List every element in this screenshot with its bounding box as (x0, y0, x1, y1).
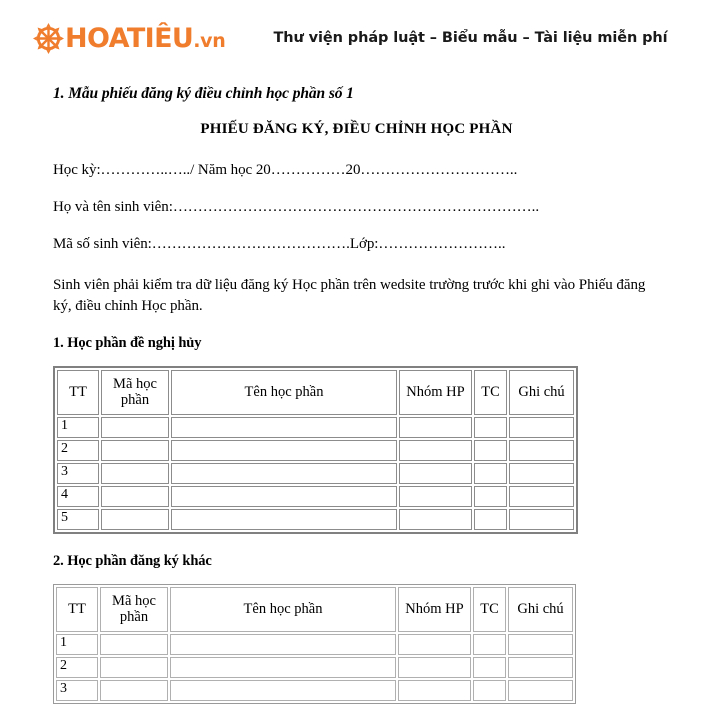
cell-ghi[interactable] (508, 680, 573, 701)
table-row (56, 680, 573, 701)
cell-ma[interactable] (100, 680, 168, 701)
cell-nhom[interactable] (399, 486, 472, 507)
cell-tc[interactable] (473, 680, 506, 701)
col-header-ma: Mã học phần (101, 370, 169, 415)
table-row (57, 463, 574, 484)
table-row (57, 509, 574, 530)
cell-ten[interactable] (171, 509, 397, 530)
ma-so-sinh-vien-field: Mã số sinh viên:………………………………….Lớp:…………………….. (53, 236, 506, 252)
cell-tc[interactable] (473, 634, 506, 655)
cell-tt: 3 (57, 463, 99, 484)
document-title: PHIẾU ĐĂNG KÝ, ĐIỀU CHỈNH HỌC PHẦN (200, 121, 513, 137)
cell-ma[interactable] (100, 657, 168, 678)
col-header-tc: TC (473, 587, 506, 632)
instruction-note: Sinh viên phải kiểm tra dữ liệu đăng ký Học phần trên wedsite trường trước khi ghi vào Phiếu đăng ký, điều chỉnh Học phần. (53, 277, 646, 314)
ship-wheel-icon (33, 23, 64, 54)
col-header-nhom: Nhóm HP (398, 587, 471, 632)
table-row (57, 417, 574, 438)
cell-ma[interactable] (100, 634, 168, 655)
table-row (57, 486, 574, 507)
table-row (57, 440, 574, 461)
cell-ten[interactable] (170, 657, 396, 678)
cell-nhom[interactable] (398, 680, 471, 701)
brand-tld: .vn (193, 29, 226, 52)
cell-ghi[interactable] (508, 657, 573, 678)
cell-tc[interactable] (474, 463, 507, 484)
cell-ghi[interactable] (509, 440, 574, 461)
brand-wordmark (65, 22, 226, 54)
hoc-ky-field: Học kỳ:…………..…../ Năm học 20……………20………………………….. (53, 162, 518, 178)
cell-ma[interactable] (101, 509, 169, 530)
col-header-ten: Tên học phần (170, 587, 396, 632)
cell-tt: 3 (56, 680, 98, 701)
cell-ten[interactable] (171, 417, 397, 438)
cell-ghi[interactable] (509, 417, 574, 438)
cell-ten[interactable] (171, 463, 397, 484)
cell-tt: 4 (57, 486, 99, 507)
brand-name: HOATIÊU (65, 22, 194, 54)
cell-tt: 1 (56, 634, 98, 655)
table-hoc-phan-dang-ky-khac (53, 584, 576, 704)
cell-nhom[interactable] (399, 463, 472, 484)
cell-ma[interactable] (101, 440, 169, 461)
cell-nhom[interactable] (398, 634, 471, 655)
cell-ma[interactable] (101, 486, 169, 507)
col-header-ghi: Ghi chú (508, 587, 573, 632)
col-header-nhom: Nhóm HP (399, 370, 472, 415)
cell-tc[interactable] (474, 440, 507, 461)
cell-ghi[interactable] (509, 509, 574, 530)
cell-nhom[interactable] (399, 440, 472, 461)
section-heading-huy: 1. Học phần đề nghị hủy (53, 335, 202, 352)
cell-ten[interactable] (170, 680, 396, 701)
cell-ten[interactable] (171, 440, 397, 461)
col-header-tt: TT (57, 370, 99, 415)
cell-tc[interactable] (474, 417, 507, 438)
cell-ten[interactable] (171, 486, 397, 507)
site-header (0, 0, 705, 58)
col-header-ghi: Ghi chú (509, 370, 574, 415)
cell-ten[interactable] (170, 634, 396, 655)
cell-ma[interactable] (101, 417, 169, 438)
cell-tc[interactable] (474, 486, 507, 507)
cell-tc[interactable] (473, 657, 506, 678)
document-body (0, 85, 705, 704)
table-row (56, 657, 573, 678)
table-header-row (57, 370, 574, 415)
col-header-ten: Tên học phần (171, 370, 397, 415)
site-tagline: Thư viện pháp luật – Biểu mẫu – Tài liệu miễn phí (273, 30, 668, 46)
col-header-tc: TC (474, 370, 507, 415)
cell-tt: 5 (57, 509, 99, 530)
cell-nhom[interactable] (399, 509, 472, 530)
cell-ghi[interactable] (509, 463, 574, 484)
cell-nhom[interactable] (398, 657, 471, 678)
col-header-tt: TT (56, 587, 98, 632)
ho-ten-sinh-vien-field: Họ và tên sinh viên:……………………………………………………………….. (53, 199, 540, 215)
table-header-row (56, 587, 573, 632)
cell-ghi[interactable] (509, 486, 574, 507)
cell-ghi[interactable] (508, 634, 573, 655)
table-hoc-phan-de-nghi-huy (53, 366, 578, 534)
col-header-ma: Mã học phần (100, 587, 168, 632)
section-heading-dang-ky-khac: 2. Học phần đăng ký khác (53, 553, 212, 570)
cell-tt: 2 (57, 440, 99, 461)
site-logo[interactable] (33, 23, 226, 54)
document-heading: 1. Mẫu phiếu đăng ký điều chỉnh học phần số 1 (53, 85, 354, 102)
cell-tt: 2 (56, 657, 98, 678)
cell-tt: 1 (57, 417, 99, 438)
cell-tc[interactable] (474, 509, 507, 530)
cell-ma[interactable] (101, 463, 169, 484)
table-row (56, 634, 573, 655)
cell-nhom[interactable] (399, 417, 472, 438)
